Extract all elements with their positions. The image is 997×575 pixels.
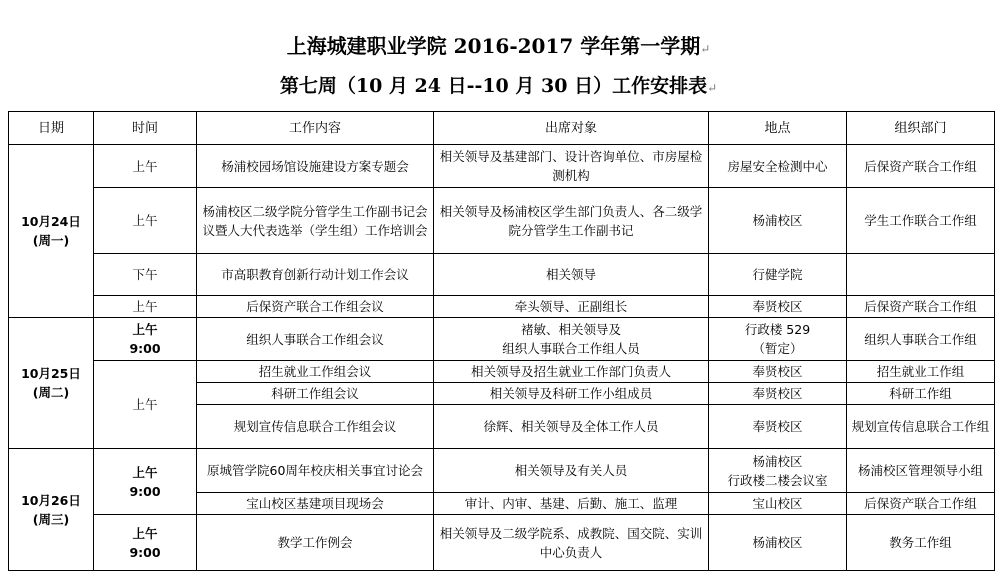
place-cell: 奉贤校区 — [709, 383, 847, 405]
schedule-table — [8, 111, 995, 571]
table-row — [9, 318, 995, 361]
place-cell: 奉贤校区 — [709, 361, 847, 383]
dept-cell — [847, 254, 995, 296]
content-cell: 教学工作例会 — [197, 515, 434, 571]
content-cell: 规划宣传信息联合工作组会议 — [197, 405, 434, 449]
content-cell: 市高职教育创新行动计划工作会议 — [197, 254, 434, 296]
attendees-cell: 徐辉、相关领导及全体工作人员 — [434, 405, 709, 449]
time-cell: 上午 — [94, 188, 197, 254]
place-cell: 行政楼 529 （暂定） — [709, 318, 847, 361]
table-row — [9, 361, 995, 383]
time-cell: 下午 — [94, 254, 197, 296]
place-cell: 奉贤校区 — [709, 405, 847, 449]
table-row — [9, 145, 995, 188]
time-cell: 上午 9:00 — [94, 318, 197, 361]
place-cell: 杨浦校区 — [709, 515, 847, 571]
attendees-cell: 审计、内审、基建、后勤、施工、监理 — [434, 493, 709, 515]
content-cell: 后保资产联合工作组会议 — [197, 296, 434, 318]
header-row — [9, 112, 995, 145]
place-cell: 杨浦校区 — [709, 188, 847, 254]
dept-cell: 杨浦校区管理领导小组 — [847, 449, 995, 493]
header-content: 工作内容 — [197, 112, 434, 145]
document-title: 上海城建职业学院 2016-2017 学年第一学期↵ — [286, 34, 711, 58]
header-place: 地点 — [709, 112, 847, 145]
attendees-cell: 相关领导及招生就业工作部门负责人 — [434, 361, 709, 383]
content-cell: 科研工作组会议 — [197, 383, 434, 405]
attendees-cell: 褚敏、相关领导及 组织人事联合工作组人员 — [434, 318, 709, 361]
content-cell: 组织人事联合工作组会议 — [197, 318, 434, 361]
dept-cell: 学生工作联合工作组 — [847, 188, 995, 254]
date-cell-oct26: 10月26日 (周三) — [9, 449, 94, 571]
table-row — [9, 254, 995, 296]
time-cell: 上午 — [94, 361, 197, 449]
attendees-cell: 相关领导 — [434, 254, 709, 296]
table-row — [9, 188, 995, 254]
content-cell: 宝山校区基建项目现场会 — [197, 493, 434, 515]
date-cell-oct25: 10月25日 (周二) — [9, 318, 94, 449]
place-cell: 奉贤校区 — [709, 296, 847, 318]
table-row — [9, 296, 995, 318]
place-cell: 宝山校区 — [709, 493, 847, 515]
attendees-cell: 牵头领导、正副组长 — [434, 296, 709, 318]
content-cell: 杨浦校区二级学院分管学生工作副书记会议暨人大代表选举（学生组）工作培训会 — [197, 188, 434, 254]
time-cell: 上午 — [94, 296, 197, 318]
time-cell: 上午 9:00 — [94, 515, 197, 571]
dept-cell: 科研工作组 — [847, 383, 995, 405]
date-cell-oct24: 10月24日 (周一) — [9, 145, 94, 318]
place-cell: 行健学院 — [709, 254, 847, 296]
place-cell: 杨浦校区 行政楼二楼会议室 — [709, 449, 847, 493]
table-row — [9, 515, 995, 571]
table-row — [9, 449, 995, 493]
dept-cell: 后保资产联合工作组 — [847, 493, 995, 515]
attendees-cell: 相关领导及杨浦校区学生部门负责人、各二级学院分管学生工作副书记 — [434, 188, 709, 254]
content-cell: 杨浦校园场馆设施建设方案专题会 — [197, 145, 434, 188]
content-cell: 原城管学院60周年校庆相关事宜讨论会 — [197, 449, 434, 493]
dept-cell: 招生就业工作组 — [847, 361, 995, 383]
attendees-cell: 相关领导及基建部门、设计咨询单位、市房屋检测机构 — [434, 145, 709, 188]
dept-cell: 教务工作组 — [847, 515, 995, 571]
header-attendees: 出席对象 — [434, 112, 709, 145]
dept-cell: 后保资产联合工作组 — [847, 296, 995, 318]
document-subtitle: 第七周（10 月 24 日--10 月 30 日）工作安排表↵ — [279, 75, 718, 97]
time-cell: 上午 — [94, 145, 197, 188]
header-dept: 组织部门 — [847, 112, 995, 145]
time-cell: 上午 9:00 — [94, 449, 197, 515]
header-date: 日期 — [9, 112, 94, 145]
dept-cell: 组织人事联合工作组 — [847, 318, 995, 361]
attendees-cell: 相关领导及二级学院系、成教院、国交院、实训中心负责人 — [434, 515, 709, 571]
dept-cell: 规划宣传信息联合工作组 — [847, 405, 995, 449]
attendees-cell: 相关领导及有关人员 — [434, 449, 709, 493]
dept-cell: 后保资产联合工作组 — [847, 145, 995, 188]
content-cell: 招生就业工作组会议 — [197, 361, 434, 383]
place-cell: 房屋安全检测中心 — [709, 145, 847, 188]
attendees-cell: 相关领导及科研工作小组成员 — [434, 383, 709, 405]
header-time: 时间 — [94, 112, 197, 145]
